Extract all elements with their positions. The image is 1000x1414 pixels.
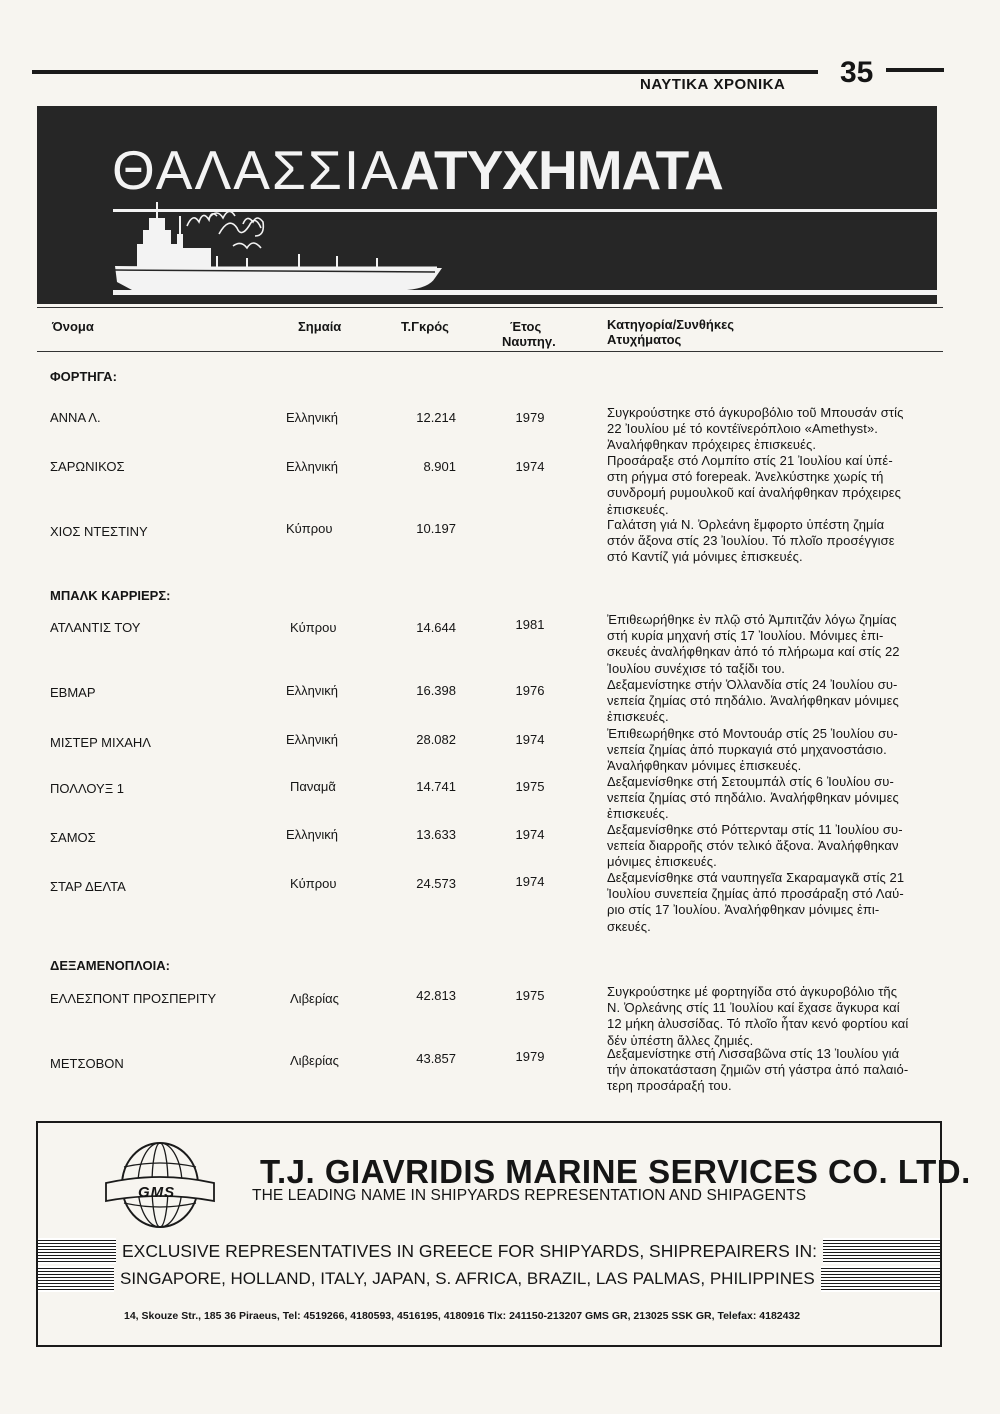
description-line: σκευές ἀναλήφθηκαν ἀπό τό πλήρωμα καί στίς 22: [607, 644, 900, 660]
ship-name: ΕΒΜΑΡ: [50, 685, 96, 700]
description-line: 22 Ἰουλίου μέ τό κοντέϊνερόπλοιο «Amethyst».: [607, 421, 879, 437]
description-line: 12 μήκη ἀλυσσίδας. Τό πλοῖο ἦταν κενό φορτίου καί: [607, 1016, 909, 1032]
ad-band-2: [38, 1266, 940, 1292]
col-header-category-line2: Ατυχήματος: [607, 332, 682, 347]
company-tagline: THE LEADING NAME IN SHIPYARDS REPRESENTATION AND SHIPAGENTS: [252, 1187, 807, 1204]
incident-description: [607, 612, 949, 677]
ship-name: ΑΤΛΑΝΤΙΣ ΤΟΥ: [50, 620, 141, 635]
description-line: ἐπισκευές.: [607, 806, 669, 822]
ship-grt: 28.082: [416, 732, 456, 747]
section-title-cargo: ΦΟΡΤΗΓΑ:: [50, 369, 117, 384]
description-line: ριο στίς 17 Ἰουλίου. Ἀναλήφθηκαν μόνιμες ἐπι-: [607, 902, 880, 918]
company-address: 14, Skouze Str., 185 36 Piraeus, Tel: 4519266, 4180593, 4516195, 4180916 Tlx: 241150-213207 GMS GR, 213025 SSK GR, Telefax: 4182432: [124, 1310, 801, 1322]
description-line: στη ρήγμα στό forepeak. Ἀνελκύστηκε χωρίς τή: [607, 469, 884, 485]
incident-description: [607, 870, 949, 935]
section-title-tankers: ΔΕΞΑΜΕΝΟΠΛΟΙΑ:: [50, 958, 170, 973]
ship-flag: Ελληνική: [286, 827, 339, 842]
ship-year: 1974: [515, 732, 545, 747]
ship-year: 1979: [515, 1049, 545, 1064]
col-header-name: Όνομα: [52, 319, 94, 334]
description-line: Γαλάτση γιά Ν. Ὀρλεάνη ἔμφορτο ὑπέστη ζημία: [607, 517, 885, 532]
company-name: T.J. GIAVRIDIS MARINE SERVICES CO. LTD.: [260, 1153, 971, 1190]
description-line: Συγκρούστηκε μέ φορτηγίδα στό ἀγκυροβόλιο τῆς: [607, 984, 898, 999]
ship-grt: 16.398: [416, 683, 456, 698]
description-line: Ἀναλήφθηκαν μόνιμες ἐπισκευές.: [607, 758, 802, 774]
burning-ship-illustration: [37, 106, 937, 304]
ship-name: ΣΑΡΩΝΙΚΟΣ: [50, 459, 125, 474]
incident-description: [607, 984, 949, 1049]
description-line: Ν. Ὀρλεάνης στίς 11 Ἰουλίου καί ἔχασε ἄγκυρα καί: [607, 1000, 900, 1016]
section-banner: [37, 106, 937, 304]
ship-year: 1976: [515, 683, 545, 698]
ship-year: 1975: [515, 988, 545, 1003]
ship-flag: Κύπρου: [286, 521, 333, 536]
incident-description: [607, 726, 949, 775]
ship-grt: 14.741: [416, 779, 456, 794]
ship-grt: 8.901: [423, 459, 456, 474]
page-number: 35: [840, 56, 874, 89]
table-top-rule: [37, 307, 943, 308]
ship-grt: 43.857: [416, 1051, 456, 1066]
section-title-bulk-carriers: ΜΠΑΛΚ ΚΑΡΡΙΕΡΣ:: [50, 588, 171, 603]
ship-flag: Κύπρου: [290, 876, 337, 891]
description-line: ἐπισκευές.: [607, 501, 669, 517]
ship-flag: Ελληνική: [286, 683, 339, 698]
col-header-year-line2: Ναυπηγ.: [502, 334, 556, 349]
ship-year: 1974: [515, 827, 545, 842]
ship-grt: 12.214: [416, 410, 456, 425]
ship-grt: 14.644: [416, 620, 456, 635]
description-line: μόνιμες ἐπισκευές.: [607, 854, 717, 870]
ship-name: ΧΙΟΣ ΝΤΕΣΤΙΝΥ: [50, 524, 148, 539]
ship-name: ΣΑΜΟΣ: [50, 830, 96, 845]
ship-year: 1974: [515, 459, 545, 474]
description-line: σκευές.: [607, 918, 651, 934]
ship-flag: Λιβερίας: [290, 1053, 339, 1068]
incident-description: [607, 453, 949, 518]
description-line: Δεξαμενίσθηκε στή Σετουμπάλ στίς 6 Ἰουλίου συ-: [607, 774, 894, 789]
ship-flag: Λιβερίας: [290, 991, 339, 1006]
description-line: νεπεία ζημίας στό πηδάλιο. Ἀναλήφθηκαν μόνιμες: [607, 790, 899, 806]
description-line: Δεξαμενίστηκε στήν Ὁλλανδία στίς 24 Ἰουλίου συ-: [607, 677, 898, 692]
ship-name: ΜΕΤΣΟΒΟΝ: [50, 1056, 124, 1071]
description-line: νεπεία ζημίας ἀπό πυρκαγιά στό μηχανοστάσιο.: [607, 742, 887, 758]
description-line: Δεξαμενίστηκε στή Λισσαβῶνα στίς 13 Ἰουλίου γιά: [607, 1046, 900, 1061]
description-line: Προσάραξε στό Λομπίτο στίς 21 Ἰουλίου καί ὑπέ-: [607, 453, 893, 468]
ship-year: 1979: [515, 410, 545, 425]
col-header-category-line1: Κατηγορία/Συνθήκες: [607, 317, 734, 332]
incident-description: [607, 677, 949, 726]
col-header-flag: Σημαία: [298, 319, 342, 334]
ad-band-2-text: SINGAPORE, HOLLAND, ITALY, JAPAN, S. AFRICA, BRAZIL, LAS PALMAS, PHILIPPINES: [114, 1266, 821, 1292]
description-line: Ἰουλίου συνεπεία ζημίας ἀπό προσάραξη στό Λαύ-: [607, 886, 904, 902]
description-line: ἐπισκευές.: [607, 709, 669, 725]
gms-logo-text: GMS: [138, 1184, 176, 1201]
description-line: νεπεία ζημίας στό πηδάλιο. Ἀναλήφθηκαν μόνιμες: [607, 693, 899, 709]
description-line: Ἐπιθεωρήθηκε στό Μοντουάρ στίς 25 Ἰουλίου συ-: [607, 726, 898, 741]
ship-flag: Ελληνική: [286, 410, 339, 425]
ship-year: 1981: [515, 617, 545, 632]
ship-grt: 42.813: [416, 988, 456, 1003]
incident-description: [607, 405, 949, 454]
description-line: νεπεία διαρροῆς στόν τελικό ἄξονα. Ἀναλήφθηκαν: [607, 838, 899, 854]
incident-description: [607, 517, 949, 566]
ship-flag: Παναμᾶ: [290, 779, 336, 794]
description-line: συνδρομή ρυμουλκοῦ καί ἀναλήφθηκαν πρόχειρες: [607, 485, 902, 501]
ship-name: ΠΟΛΛΟΥΞ 1: [50, 781, 125, 796]
description-line: στόν ἄξονα στίς 23 Ἰουλίου. Τό πλοῖο προσέγγισε: [607, 533, 895, 549]
ship-name: ΣΤΑΡ ΔΕΛΤΑ: [50, 879, 126, 894]
banner-title-light: ΘΑΛΑΣΣΙΑ: [112, 139, 400, 201]
description-line: στή κυρία μηχανή στίς 17 Ἰουλίου. Μόνιμες ἐπι-: [607, 628, 884, 644]
advertisement-box: [36, 1121, 971, 1347]
ship-name: ΜΙΣΤΕΡ ΜΙΧΑΗΛ: [50, 735, 151, 750]
description-line: Δεξαμενίσθηκε στό Ρόττερνταμ στίς 11 Ἰουλίου συ-: [607, 822, 903, 837]
description-line: τήν ἀποκατάσταση ζημιῶν στή γάστρα ἀπό παλαιό-: [607, 1062, 909, 1078]
col-header-year-line1: Έτος: [510, 319, 542, 334]
incident-description: [607, 774, 949, 823]
incident-description: [607, 822, 949, 871]
description-line: δέν ὑπέστη ἄλλες ζημιές.: [607, 1032, 754, 1048]
ad-band-1: [38, 1238, 940, 1264]
ship-flag: Κύπρου: [290, 620, 337, 635]
ship-name: ΕΛΛΕΣΠΟΝΤ ΠΡΟΣΠΕΡΙΤΥ: [50, 991, 217, 1006]
header-rule-left: [32, 70, 818, 74]
ship-year: 1975: [515, 779, 545, 794]
ship-grt: 13.633: [416, 827, 456, 842]
ship-grt: 24.573: [416, 876, 456, 891]
ship-name: ΑΝΝΑ Λ.: [50, 410, 101, 425]
header-rule-right: [886, 68, 944, 72]
table-header-rule: [37, 351, 943, 352]
description-line: Ἰουλίου συνέχισε τό ταξίδι του.: [607, 660, 786, 676]
ship-grt: 10.197: [416, 521, 456, 536]
description-line: Ἀναλήφθηκαν πρόχειρες ἐπισκευές.: [607, 437, 817, 453]
banner-title-bold: ΑΤΥΧΗΜΑΤΑ: [399, 139, 723, 201]
ship-flag: Ελληνική: [286, 459, 339, 474]
description-line: Δεξαμενίσθηκε στά ναυπηγεῖα Σκαραμαγκᾶ στίς 21: [607, 870, 905, 885]
ship-year: 1974: [515, 874, 545, 889]
description-line: Ἐπιθεωρήθηκε ἐν πλῷ στό Ἀμπιτζάν λόγω ζημίας: [607, 612, 897, 627]
ad-band-1-text: EXCLUSIVE REPRESENTATIVES IN GREECE FOR SHIPYARDS, SHIPREPAIRERS IN:: [116, 1238, 823, 1264]
incident-description: [607, 1046, 949, 1095]
publication-title: ΝΑΥΤΙΚΑ ΧΡΟΝΙΚΑ: [640, 76, 786, 93]
description-line: Συγκρούστηκε στό άγκυροβόλιο τοῦ Μπουσάν στίς: [607, 405, 904, 420]
col-header-tonnage: Τ.Γκρός: [401, 319, 449, 334]
description-line: στό Καντίζ γιά μόνιμες ἐπισκευές.: [607, 549, 803, 565]
description-line: τερη προσάραξή του.: [607, 1078, 732, 1094]
ship-flag: Ελληνική: [286, 732, 339, 747]
